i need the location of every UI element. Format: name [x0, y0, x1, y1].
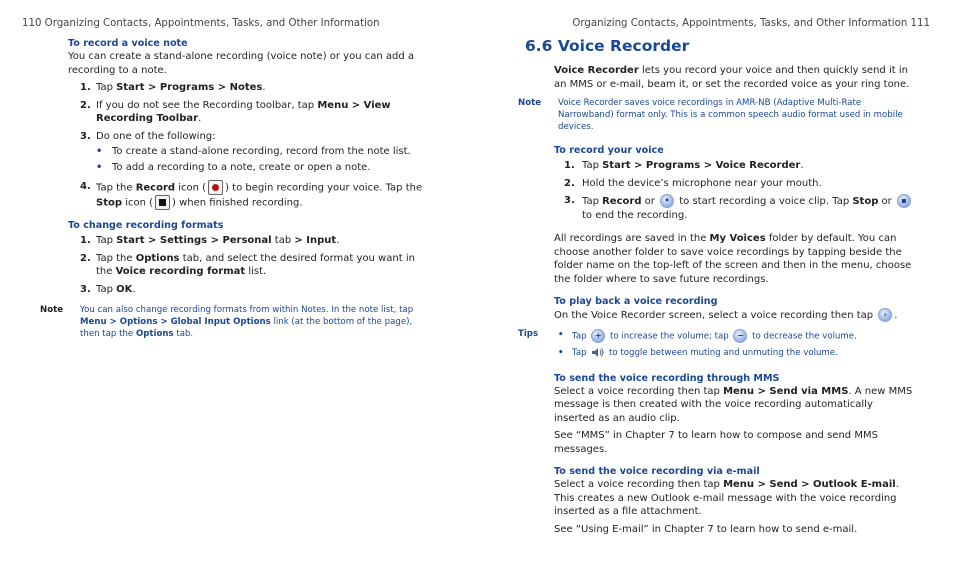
heading-record-voice: To record your voice	[554, 145, 664, 156]
mms-see-paragraph: See “MMS” in Chapter 7 to learn how to compose and send MMS messages.	[554, 430, 878, 455]
mms-paragraph: Select a voice recording then tap Menu > Send via MMS. A new MMS message is then created with the voice recording automatically inserted as an audio clip.	[554, 385, 913, 424]
list-item: • To create a stand-alone recording, record from the note list.	[96, 146, 411, 157]
step: 2. If you do not see the Recording toolbar, tap Menu > View Recording Toolbar.	[80, 99, 391, 124]
list-item: • Tap + to increase the volume; tap − to decrease the volume.	[558, 329, 857, 341]
speaker-icon	[591, 347, 604, 358]
record-button-icon: •	[660, 194, 674, 208]
heading-play-back: To play back a voice recording	[554, 296, 718, 307]
email-see-paragraph: See “Using E-mail” in Chapter 7 to learn how to send e-mail.	[554, 523, 858, 535]
right-note: Note Voice Recorder saves voice recordings in AMR-NB (Adaptive Multi-Rate Narrowband) format only. This is a common speech audio format used in mobile devices.	[518, 98, 903, 132]
step: 3. Do one of the following: • To create a stand-alone recording, record from the note list. • To add a recording to a note, create or open a note.	[68, 130, 432, 177]
tips	[518, 328, 916, 363]
left-running-header: 110 Organizing Contacts, Appointments, Tasks, and Other Information	[22, 18, 380, 29]
voice-note-steps	[68, 81, 432, 210]
section-title: 6.6 Voice Recorder	[525, 37, 690, 55]
right-page	[477, 0, 954, 587]
tips-label: Tips	[518, 328, 539, 339]
step: 3. Tap Record or • to start recording a voice clip. Tap Stop or ▪ to end the recording.	[554, 194, 916, 222]
heading-record-voice-note: To record a voice note	[68, 38, 188, 49]
volume-up-icon: +	[591, 329, 605, 343]
step: 2. Tap the Options tab, and select the desired format you want in the Voice recording format list.	[80, 252, 415, 277]
stop-icon	[155, 195, 170, 210]
left-column	[40, 38, 432, 340]
heading-send-mms: To send the voice recording through MMS	[554, 372, 780, 384]
list-item: • To add a recording to a note, create or open a note.	[96, 161, 371, 173]
saved-location-paragraph: All recordings are saved in the My Voices folder by default. You can choose another folder to save voice recordings by tapping beside the folder name on the top-left of the screen and then in the menu, choose the folder where to save future recordings.	[554, 233, 912, 285]
note-label: Note	[518, 98, 542, 108]
record-icon	[208, 180, 223, 195]
step: 1. Tap Start > Programs > Voice Recorder.	[564, 160, 804, 171]
record-steps	[554, 159, 916, 222]
step: 1. Tap Start > Settings > Personal tab > Input.	[80, 235, 340, 246]
voice-recorder-intro: Voice Recorder lets you record your voice and then quickly send it in an MMS or e-mail, beam it, or set the recorded voice as your ring tone.	[554, 65, 910, 90]
step: 1. Tap Start > Programs > Notes.	[80, 82, 266, 93]
email-paragraph: Select a voice recording then tap Menu > Send > Outlook E-mail. This creates a new Outlook e-mail message with the voice recording inserted as a file attachment.	[554, 479, 899, 517]
playback-paragraph: On the Voice Recorder screen, select a voice recording then tap › .	[554, 310, 898, 321]
step: 2. Hold the device’s microphone near your mouth.	[564, 177, 822, 189]
formats-steps	[68, 234, 432, 296]
heading-send-email: To send the voice recording via e-mail	[554, 466, 760, 477]
heading-change-formats: To change recording formats	[68, 220, 224, 231]
voice-note-intro: You can create a stand-alone recording (voice note) or you can add a recording to a note.	[68, 51, 415, 76]
play-button-icon: ›	[878, 308, 892, 322]
step: 3. Tap OK.	[80, 283, 136, 295]
options-list	[96, 145, 432, 174]
volume-down-icon: −	[733, 329, 747, 343]
note-label: Note	[40, 305, 64, 315]
stop-button-icon: ▪	[897, 194, 911, 208]
right-running-header: Organizing Contacts, Appointments, Tasks, and Other Information 111	[572, 18, 930, 29]
list-item: • Tap to toggle between muting and unmuting the volume.	[558, 347, 838, 358]
step: 4. Tap the Record icon ( ) to begin recording your voice. Tap the Stop icon ( ) when finished recording.	[80, 181, 423, 209]
left-note: Note You can also change recording formats from within Notes. In the note list, tap Menu > Options > Global Input Options link (at the bottom of the page), then tap the Options tab.	[40, 305, 414, 339]
right-column	[518, 64, 916, 540]
